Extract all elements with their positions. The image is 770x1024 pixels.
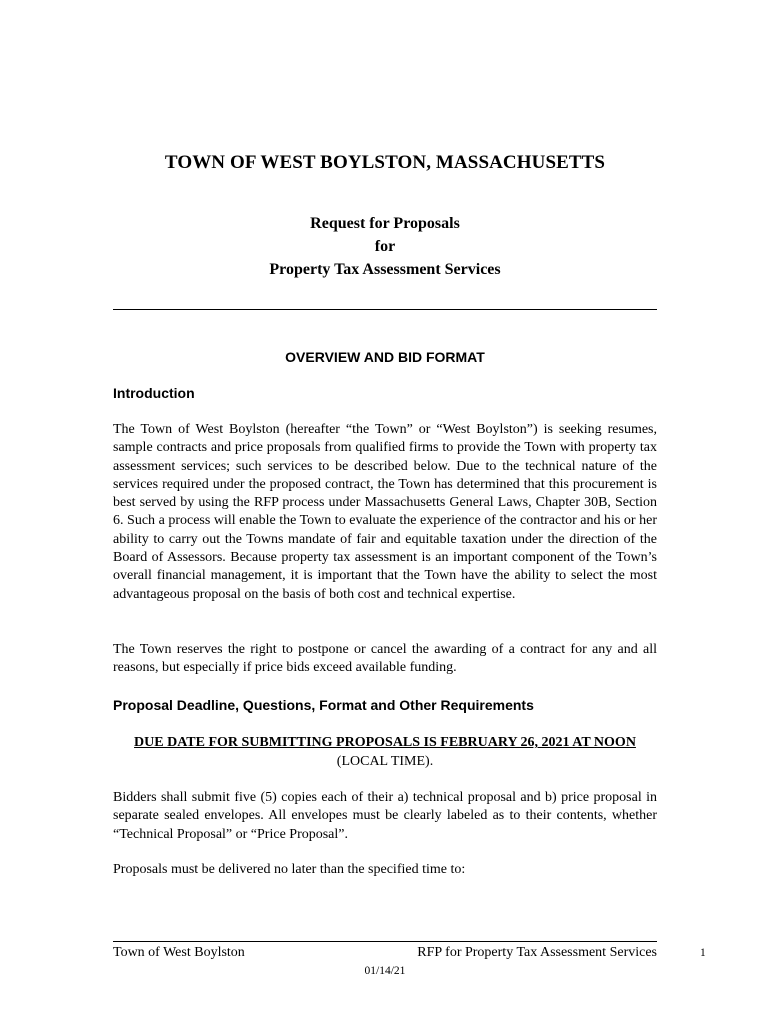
footer-divider [113, 941, 657, 942]
page-number: 1 [700, 947, 706, 959]
due-date-bold: DUE DATE FOR SUBMITTING PROPOSALS IS FEBRUARY 26, 2021 AT NOON [134, 735, 636, 750]
intro-paragraph: The Town of West Boylston (hereafter “the Town” or “West Boylston”) is seeking resumes, sample contracts and price proposals from qualified firms to provide the Town with property tax assessment services; such services to be described below. Due to the technical nature of the services required under the proposed contract, the Town has determined that this procurement is best served by using the RFP process under Massachusetts General Laws, Chapter 30B, Section 6. Such a process will enable the Town to evaluate the experience of the contractor and his or her ability to carry out the Towns mandate of fair and equitable taxation under the direction of the Board of Assessors. Because property tax assessment is an important component of the Town’s overall financial management, it is important that the Town have the ability to select the most advantageous proposal on the basis of both cost and technical expertise. [113, 422, 657, 602]
town-title: TOWN OF WEST BOYLSTON, MASSACHUSETTS [164, 152, 606, 173]
due-date-rest: (LOCAL TIME). [336, 754, 434, 769]
bidders-paragraph: Bidders shall submit five (5) copies each of their a) technical proposal and b) price proposal in separate sealed envelopes. All envelopes must be clearly labeled as to their contents, whether “Technical Proposal” or “Price Proposal”. [113, 790, 657, 842]
footer-date: 01/14/21 [364, 965, 406, 977]
intro-heading: Introduction [113, 385, 195, 401]
reserve-paragraph: The Town reserves the right to postpone or cancel the awarding of a contract for any and all reasons, but especially if price bids exceed available funding. [113, 642, 657, 676]
rfp-title-line1: Request for Proposals [310, 215, 460, 232]
rfp-title-block [0, 212, 770, 281]
section-title: OVERVIEW AND BID FORMAT [285, 349, 485, 365]
rfp-title-line3: Property Tax Assessment Services [269, 261, 501, 278]
footer-town-name: Town of West Boylston [113, 945, 245, 960]
deadline-heading: Proposal Deadline, Questions, Format and Other Requirements [113, 697, 534, 713]
rfp-title-line2: for [374, 238, 396, 255]
footer-document-title: RFP for Property Tax Assessment Services [417, 945, 657, 960]
due-date-notice [113, 733, 657, 771]
delivery-paragraph: Proposals must be delivered no later than the specified time to: [113, 862, 466, 877]
header-divider [113, 309, 657, 310]
